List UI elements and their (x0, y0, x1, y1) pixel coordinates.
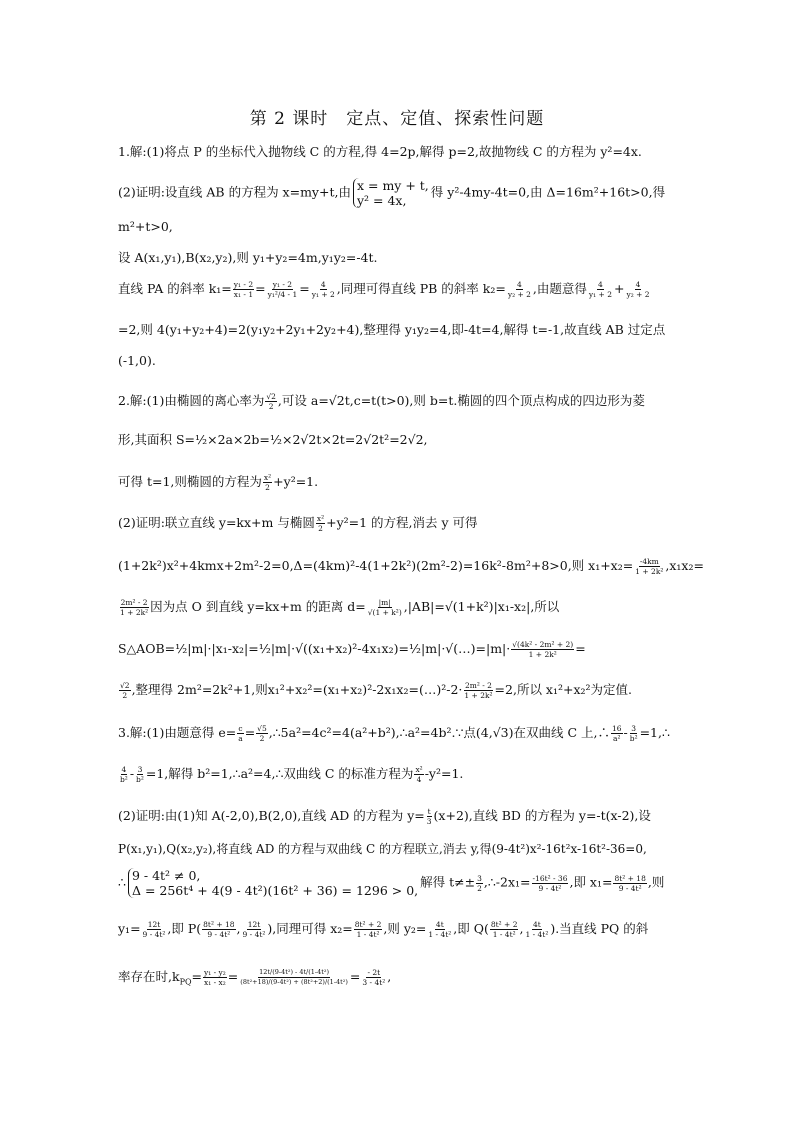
system-eq-3: 9 - 4t² ≠ 0, (131, 868, 201, 883)
p1-line-5b: ,同理可得直线 PB 的斜率 k₂= (336, 281, 506, 296)
fraction (476, 874, 483, 893)
numerator: t (427, 807, 431, 816)
numerator: 3 (477, 873, 482, 883)
denominator: b² (136, 775, 144, 784)
fraction (142, 920, 167, 939)
p3-line-5 (118, 868, 678, 898)
p3-line-5a: ∴ (118, 874, 126, 890)
numerator: c (238, 724, 243, 733)
fraction (361, 968, 386, 987)
denominator: y₂ + 2 (507, 290, 531, 299)
p2-line-1a: 2.解:(1)由椭圆的离心率为 (118, 393, 265, 408)
denominator: y₁²/4 - 1 (267, 290, 298, 299)
denominator: 3 (426, 817, 432, 826)
numerator: 2m² - 2 (464, 681, 492, 690)
p1-line-1: 1.解:(1)将点 P 的坐标代入抛物线 C 的方程,得 4=2p,解得 p=2,故抛物线 C 的方程为 y²=4x. (118, 144, 642, 159)
numerator: 4t (532, 920, 541, 929)
p3-line-6b: ,即 P( (167, 921, 202, 936)
equation-system-1 (353, 178, 429, 208)
numerator: -4km (639, 557, 659, 566)
p3-line-1c: =1,∴ (639, 725, 670, 740)
fraction (135, 765, 145, 784)
p3-line-6d: ,则 y₂= (383, 921, 427, 936)
denominator: b² (629, 734, 638, 743)
p3-line-5c: ,∴-2x₁= (483, 874, 531, 890)
numerator: 4 (598, 280, 603, 289)
p2-line-6b: ,|AB|=√(1+k²)|x₁-x₂|,所以 (403, 599, 560, 614)
fraction (463, 681, 493, 700)
denominator: a (238, 734, 243, 743)
fraction (507, 280, 532, 299)
p2-line-8 (118, 681, 678, 700)
numerator: 8t² + 18 (614, 873, 646, 883)
p3-line-5d: ,即 x₁= (569, 874, 613, 890)
denominator: 9 - 4t² (618, 883, 642, 893)
numerator: 12t/(9-4t²) - 4t/(1-4t²) (259, 968, 330, 976)
fraction (611, 724, 623, 743)
denominator: 1 + 2k² (635, 567, 664, 576)
p2-line-3 (118, 473, 678, 492)
system-eq-4: Δ = 256t⁴ + 4(9 - 4t²)(16t² + 36) = 1296 > 0, (131, 883, 419, 898)
numerator: 8t² + 2 (490, 920, 518, 929)
denominator: 1 - 4t² (428, 930, 452, 939)
p1-line-2b: 得 y²-4my-4t=0,由 Δ=16m²+16t>0,得 (430, 184, 666, 200)
numerator: 3 (137, 765, 143, 774)
fraction (426, 807, 433, 826)
p2-line-7: S△AOB=½|m|·|x₁-x₂|=½|m|·√((x₁+x₂)²-4x₁x₂)=½|m|·√(…)=|m|· $\frac{\text{√(4k² - 2m² + 2)}}{\text{1 + 2k²}}$ = (118, 640, 586, 659)
denominator: 2 (268, 402, 274, 411)
denominator: 2 (477, 883, 482, 893)
denominator: 9 - 4t² (142, 930, 166, 939)
p1-line-4: 设 A(x₁,y₁),B(x₂,y₂),则 y₁+y₂=4m,y₁y₂=-4t. (118, 250, 378, 265)
p1-line-5: 直线 PA 的斜率 k₁= $\frac{\text{y₁ - 2}}{\text{x₁ - 1}}$ = $\frac{\text{y₁ - 2}}{\text{y₁²/4 - 1}}$ = $\frac{4}{\text{y₁ + 2}}$ ,同理可得直线 PB 的斜率 k₂= $\frac{4}{\text{y₂ + 2}}$ ,由题意得 $\frac{4}{\text{y₁ + 2}}$ + $\frac{4}{\text{y₂ + 2}}$ (118, 280, 650, 299)
fraction (203, 968, 227, 987)
denominator: 2 (265, 483, 270, 492)
numerator: 4t (435, 920, 444, 929)
denominator: a² (613, 734, 621, 743)
equation-system-2 (128, 868, 418, 898)
numerator: 4 (635, 280, 641, 289)
numerator: √2 (266, 392, 276, 401)
fraction (414, 765, 423, 784)
denominator: b² (120, 775, 128, 784)
fraction (267, 280, 299, 299)
fraction (524, 920, 549, 939)
fraction (588, 280, 613, 299)
numerator: √(4k² - 2m² + 2) (512, 640, 574, 649)
numerator: 12t (147, 920, 161, 929)
fraction (532, 874, 569, 893)
p1-line-2 (118, 178, 678, 208)
numerator: - 2t (367, 968, 381, 977)
p1-line-5a: 直线 PA 的斜率 k₁= (118, 281, 232, 296)
p2-line-3a: 可得 t=1,则椭圆的方程为 (118, 474, 262, 489)
fraction (311, 280, 336, 299)
fraction (367, 598, 403, 617)
denominator: √(1 + k²) (367, 608, 402, 617)
p1-line-7: (-1,0). (118, 353, 156, 368)
p2-line-6a: 因为点 O 到直线 y=kx+m 的距离 d= (150, 599, 366, 614)
fraction (316, 514, 325, 533)
denominator: 2 (122, 691, 128, 700)
p3-line-6c: ),同理可得 x₂= (267, 921, 353, 936)
fraction (256, 724, 268, 743)
p2-line-6 (118, 598, 678, 617)
p2-line-4 (118, 514, 678, 533)
system-eq-2: y² = 4x, (356, 193, 407, 208)
numerator: -16t² - 36 (532, 873, 568, 883)
denominator: 1 + 2k² (464, 691, 493, 700)
p2-line-5b: ,x₁x₂= (665, 558, 704, 573)
p3-line-2: $\frac{4}{\text{b²}}$ - $\frac{3}{\text{b²}}$ =1,解得 b²=1,∴a²=4,∴双曲线 C 的标准方程为 $\frac{\text{x²}}{4}$ -y²=1. (120, 765, 464, 784)
numerator: 2m² - 2 (120, 598, 148, 607)
fraction (629, 724, 639, 743)
p2-line-4a: (2)证明:联立直线 y=kx+m 与椭圆 (118, 515, 315, 530)
p3-line-6e: ,即 Q( (453, 921, 489, 936)
fraction (613, 874, 646, 893)
p3-line-7: 率存在时$,k_{PQ}=$ $\frac{\text{y₁ - y₂}}{\text{x₁ - x₂}}$ = $\frac{\text{12t/(9-4t²) - 4t/(1-4t²)}}{\text{(8t²+18)/(9-4t²) + (8t²+2)/(1-4t²)}}$ = $\frac{- 2t}{\text{3 - 4t²}}$ , (118, 968, 392, 987)
fraction (634, 557, 664, 576)
fraction (265, 392, 277, 411)
p3-line-1a: 3.解:(1)由题意得 e= (118, 725, 237, 740)
p2-line-4b: +y²=1 的方程,消去 y 可得 (326, 515, 478, 530)
p3-line-7c: = (227, 969, 239, 984)
p1-line-2a: (2)证明:设直线 AB 的方程为 x=my+t,由 (118, 184, 351, 200)
denominator: 9 - 4t² (207, 930, 231, 939)
fraction (237, 724, 243, 743)
p2-line-1b: ,可设 a=√2t,c=t(t>0),则 b=t.椭圆的四个顶点构成的四边形为菱 (277, 393, 645, 408)
p2-line-2: 形,其面积 S=½×2a×2b=½×2√2t×2t=2√2t²=2√2, (118, 432, 428, 447)
p3-line-6f: ).当直线 PQ 的斜 (550, 921, 649, 936)
denominator: 3 - 4t² (362, 978, 386, 987)
fraction (119, 598, 149, 617)
fraction (239, 968, 349, 987)
denominator: 1 - 4t² (525, 930, 549, 939)
fraction (625, 280, 650, 299)
denominator: y₁ + 2 (311, 290, 335, 299)
p2-line-3b: +y²=1. (273, 474, 319, 489)
p2-line-8c: =2,所以 x₁²+x₂²为定值. (494, 682, 633, 697)
p3-line-5b: 解得 t≠± (420, 874, 476, 890)
denominator: 1 - 4t² (492, 930, 516, 939)
p2-line-5a: (1+2k²)x²+4kmx+2m²-2=0,Δ=(4km)²-4(1+2k²)(2m²-2)=16k²-8m²+8>0,则 x₁+x₂= (118, 558, 634, 573)
denominator: 2 (259, 734, 265, 743)
denominator: y₂ + 2 (626, 290, 650, 299)
p3-line-5e: ,则 (647, 874, 665, 890)
numerator: 12t (247, 920, 261, 929)
fraction (354, 920, 383, 939)
fraction (511, 640, 574, 659)
numerator: x² (263, 473, 272, 482)
numerator: y₁ - 2 (233, 280, 254, 289)
p3-line-3 (118, 807, 678, 826)
denominator: x₁ - 1 (233, 290, 254, 299)
numerator: x² (316, 514, 325, 523)
fraction (119, 765, 129, 784)
fraction (490, 920, 519, 939)
p2-line-7a: S△AOB=½|m|·|x₁-x₂|=½|m|·√((x₁+x₂)²-4x₁x₂)=½|m|·√(…)=|m|· (118, 641, 511, 656)
numerator: y₁ - y₂ (204, 968, 226, 977)
fraction (427, 920, 452, 939)
p3-line-1b: ,∴5a²=4c²=4(a²+b²),∴a²=4b².∵点(4,√3)在双曲线 C 上,∴ (268, 725, 610, 740)
p2-line-8a: ,整理得 2m²=2k²+1,则 (131, 682, 268, 697)
numerator: x² (415, 765, 423, 774)
p1-line-3: m²+t>0, (118, 219, 173, 234)
denominator: y₁ + 2 (588, 290, 612, 299)
denominator: (8t²+18)/(9-4t²) + (8t²+2)/(1-4t²) (240, 978, 348, 986)
p3-line-7d: = (349, 969, 361, 984)
fraction (263, 473, 272, 492)
numerator: y₁ - 2 (272, 280, 293, 289)
denominator: 1 + 2k² (120, 608, 149, 617)
denominator: 1 - 4t² (356, 930, 380, 939)
p3-line-4: P(x₁,y₁),Q(x₂,y₂),将直线 AD 的方程与双曲线 C 的方程联立,消去 y,得(9-4t²)x²-16t²x-16t²-36=0, (118, 842, 647, 856)
numerator: 8t² + 18 (203, 920, 235, 929)
p3-line-7a: 率存在时,k (118, 969, 180, 984)
numerator: 16 (611, 724, 622, 733)
numerator: 8t² + 2 (354, 920, 382, 929)
denominator: 9 - 4t² (242, 930, 266, 939)
fraction (202, 920, 235, 939)
p3-line-1: 3.解:(1)由题意得 e= $\frac{c}{a}$ = $\frac{√5}{2}$ ,∴5a²=4c²=4(a²+b²),∴a²=4b².∵点(4,√3)在双曲线 C 上,∴ $\frac{16}{\text{a²}}$ - $\frac{3}{\text{b²}}$ =1,∴ (118, 724, 670, 743)
denominator: 4 (416, 775, 422, 784)
p1-line-5c: ,由题意得 (532, 281, 587, 296)
p3-line-3b: (x+2),直线 BD 的方程为 y=-t(x-2),设 (433, 808, 651, 823)
p3-line-2a: =1,解得 b²=1,∴a²=4,∴双曲线 C 的标准方程为 (145, 766, 414, 781)
numerator: |m| (378, 598, 391, 607)
denominator: x₁ - x₂ (204, 978, 226, 987)
p2-line-5 (118, 557, 704, 576)
numerator: 3 (631, 724, 637, 733)
p3-line-6a: y₁= (118, 921, 141, 936)
page-title: 第 2 课时 定点、定值、探索性问题 (249, 109, 545, 129)
numerator: √5 (257, 724, 267, 733)
numerator: 4 (320, 280, 326, 289)
fraction (242, 920, 267, 939)
p1-line-6: =2,则 4(y₁+y₂+4)=2(y₁y₂+2y₁+2y₂+4),整理得 y₁y₂=4,即-4t=4,解得 t=-1,故直线 AB 过定点 (118, 322, 666, 337)
system-eq-1: x = my + t, (356, 178, 429, 193)
p3-line-6: y₁= $\frac{12t}{\text{9 - 4t²}}$ ,即 P( $\frac{\text{8t² + 18}}{\text{9 - 4t²}}$ , $\frac{12t}{\text{9 - 4t²}}$ ),同理可得 x₂= $\frac{\text{8t² + 2}}{\text{1 - 4t²}}$ ,则 y₂= $\frac{4t}{\text{1 - 4t²}}$ ,即 Q( $\frac{\text{8t² + 2}}{\text{1 - 4t²}}$ , $\frac{4t}{\text{1 - 4t²}}$ ).当直线 PQ 的斜 (118, 920, 649, 939)
p2-line-8b: x₁²+x₂²=(x₁+x₂)²-2x₁x₂=(…)²-2· (267, 682, 463, 697)
numerator: 4 (516, 280, 522, 289)
numerator: 4 (121, 765, 127, 774)
fraction (233, 280, 254, 299)
p3-line-2b: -y²=1. (424, 766, 464, 781)
denominator: 9 - 4t² (538, 883, 562, 893)
p2-line-1 (118, 392, 678, 411)
numerator: √2 (120, 681, 130, 690)
slope-subscript: PQ (179, 977, 192, 987)
denominator: 1 + 2k² (528, 650, 557, 659)
denominator: 2 (318, 524, 323, 533)
p3-line-3a: (2)证明:由(1)知 A(-2,0),B(2,0),直线 AD 的方程为 y= (118, 808, 425, 823)
fraction (119, 681, 131, 700)
p3-line-7b: = (191, 969, 202, 984)
